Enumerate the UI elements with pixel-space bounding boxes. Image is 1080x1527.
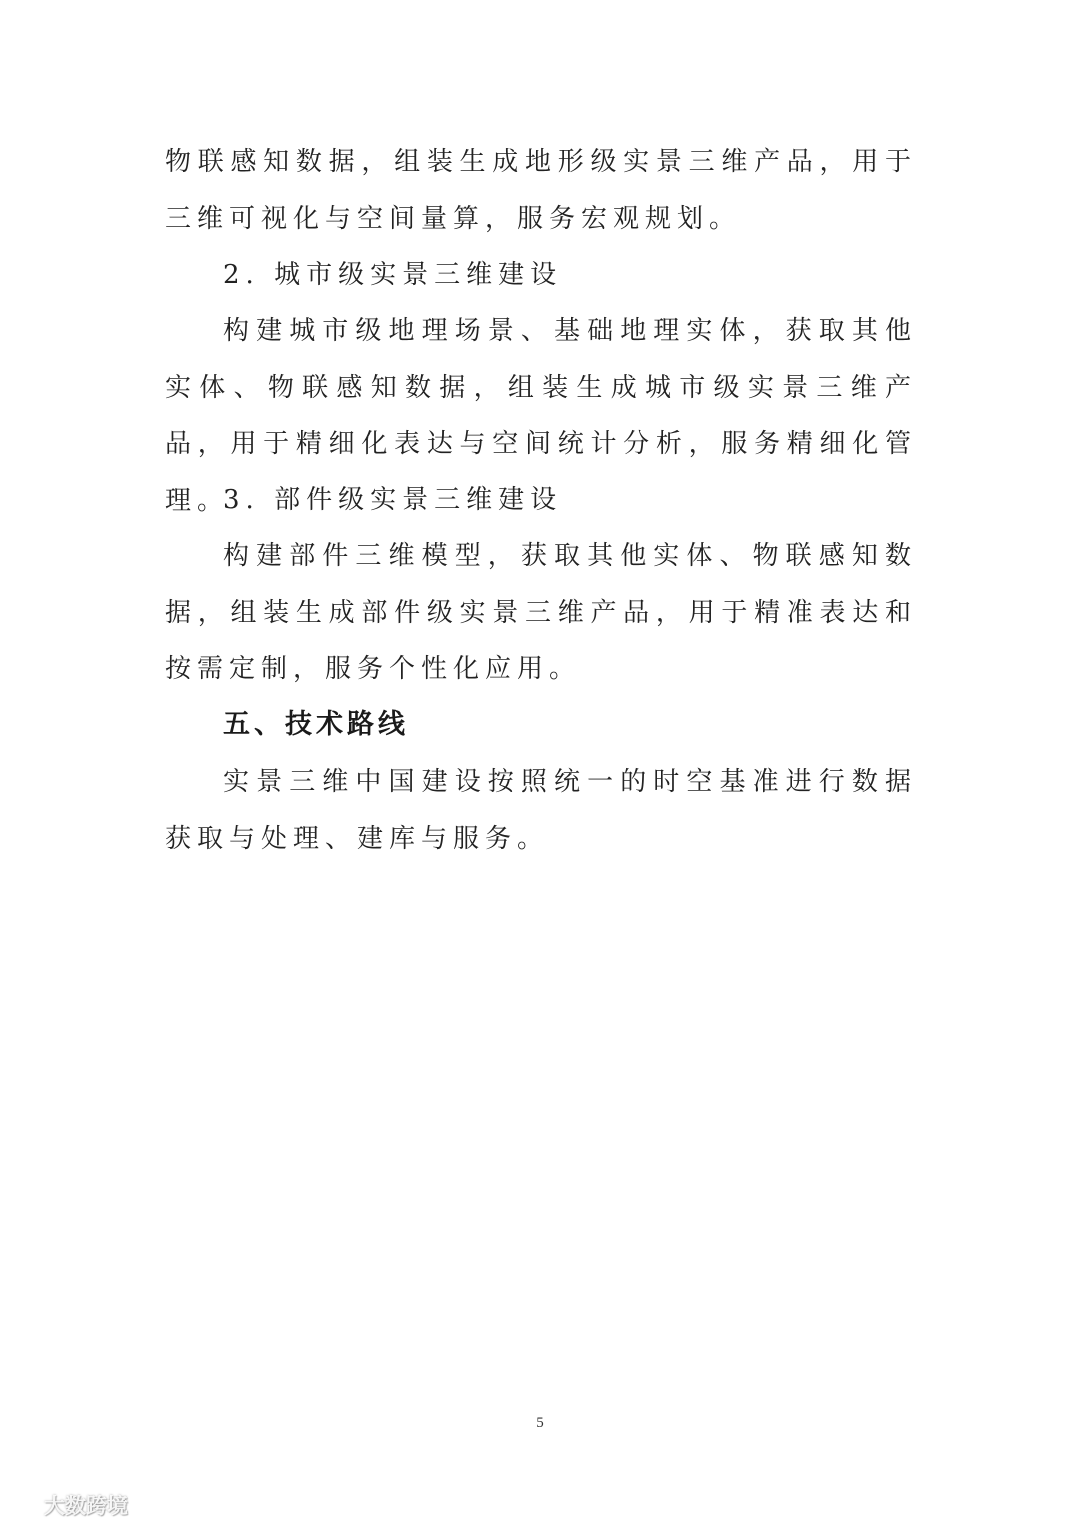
weibo-icon bbox=[6, 1492, 40, 1518]
paragraph-technical-route: 实景三维中国建设按照统一的时空基准进行数据获取与处理、建库与服务。 bbox=[165, 767, 917, 854]
section-heading-technical-route: 五、技术路线 bbox=[223, 709, 409, 740]
paragraph-component-level: 构建部件三维模型，获取其他实体、物联感知数据，组装生成部件级实景三维产品，用于精准表达和按需定制，服务个性化应用。 bbox=[165, 541, 917, 684]
paragraph-terrain-continued: 物联感知数据，组装生成地形级实景三维产品，用于三维可视化与空间量算，服务宏观规划。 bbox=[165, 147, 917, 234]
item-city-level-title: 2. 城市级实景三维建设 bbox=[223, 260, 563, 290]
page-number: 5 bbox=[536, 1415, 544, 1431]
watermark bbox=[6, 1490, 128, 1520]
paragraph-city-level: 构建城市级地理场景、基础地理实体，获取其他实体、物联感知数据，组装生成城市级实景三维产品，用于精细化表达与空间统计分析，服务精细化管理。 bbox=[165, 316, 917, 516]
watermark-text: 大数跨境 bbox=[44, 1494, 128, 1518]
item-component-level-title: 3. 部件级实景三维建设 bbox=[223, 485, 563, 515]
